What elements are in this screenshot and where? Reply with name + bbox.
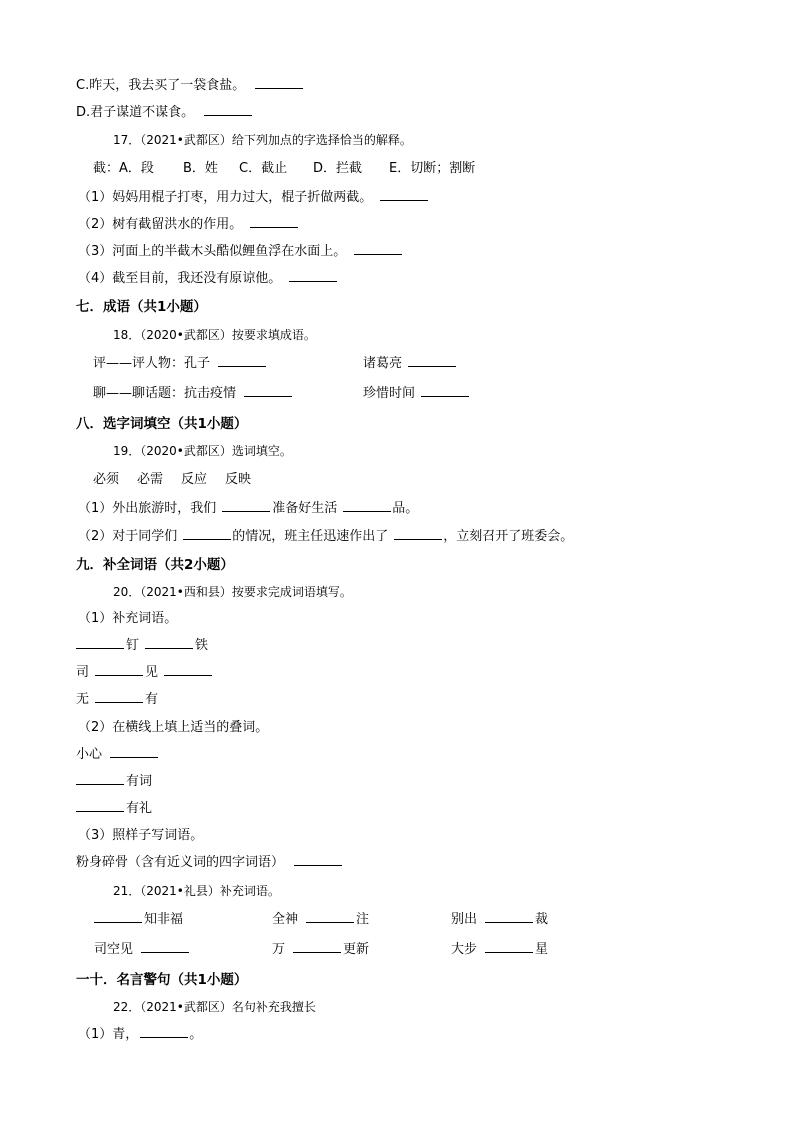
answer-blank[interactable] <box>306 921 354 923</box>
option-d-line <box>76 105 254 121</box>
answer-blank[interactable] <box>95 701 143 703</box>
section-8-heading: 八．选字词填空（共1小题） <box>76 416 248 432</box>
item-text: 司 <box>76 665 90 680</box>
question-20-word-2 <box>76 665 214 681</box>
question-21-word-d <box>94 942 191 958</box>
question-19-item-1 <box>78 501 418 517</box>
question-22-item-1 <box>78 1027 202 1043</box>
question-21-word-a <box>94 912 183 928</box>
answer-blank[interactable] <box>289 280 337 282</box>
answer-blank[interactable] <box>94 921 142 923</box>
answer-blank[interactable] <box>218 365 266 367</box>
option-d-text: D.君子谋道不谋食。 <box>76 105 195 120</box>
answer-blank[interactable] <box>394 538 442 540</box>
item-text: 品。 <box>392 501 419 516</box>
item-text: 见 <box>145 665 159 680</box>
item-text: 大步 <box>451 942 478 957</box>
answer-blank[interactable] <box>408 365 456 367</box>
option-a: 截：A．段 <box>93 161 154 176</box>
question-17-options <box>93 161 475 177</box>
item-text: 知非福 <box>144 912 184 927</box>
option-e: E．切断；割断 <box>389 161 476 176</box>
item-text: ，立刻召开了班委会。 <box>443 529 574 544</box>
answer-blank[interactable] <box>485 951 533 953</box>
word-option: 必需 <box>137 472 164 487</box>
item-text: （1）妈妈用棍子打枣，用力过大，棍子折做两截。 <box>78 190 373 205</box>
question-18-row-1b <box>363 356 458 372</box>
word-option: 必须 <box>93 472 120 487</box>
question-20-example <box>76 855 344 871</box>
answer-blank[interactable] <box>354 253 402 255</box>
item-text: 裁 <box>535 912 549 927</box>
option-b: B．姓 <box>183 161 218 176</box>
item-text: 粉身碎骨（含有近义词的四字词语） <box>76 855 285 870</box>
item-text: 星 <box>535 942 549 957</box>
question-20-word-1 <box>76 638 208 654</box>
question-18-row-1a <box>93 356 268 372</box>
question-20-part-1: （1）补充词语。 <box>78 611 178 626</box>
item-text: 有 <box>145 692 159 707</box>
item-text: 万 <box>272 942 286 957</box>
item-text: 的情况，班主任迅速作出了 <box>232 529 389 544</box>
option-d: D．拦截 <box>313 161 363 176</box>
question-21-title: 21．（2021•礼县）补充词语。 <box>113 884 280 898</box>
item-text: 诸葛亮 <box>363 356 403 371</box>
item-text: 别出 <box>451 912 478 927</box>
item-text: （3）河面上的半截木头酷似鲤鱼浮在水面上。 <box>78 244 347 259</box>
answer-blank[interactable] <box>380 199 428 201</box>
answer-blank[interactable] <box>145 647 193 649</box>
answer-blank[interactable] <box>76 783 124 785</box>
item-text: 评——评人物：孔子 <box>93 356 211 371</box>
item-text: 注 <box>356 912 370 927</box>
question-21-word-f <box>451 942 548 958</box>
question-18-row-2b <box>363 386 471 402</box>
question-17-title: 17．（2021•武都区）给下列加点的字选择恰当的解释。 <box>113 133 412 147</box>
question-20-reduplicate-2 <box>76 774 152 790</box>
word-option: 反应 <box>181 472 208 487</box>
answer-blank[interactable] <box>485 921 533 923</box>
item-text: 有词 <box>126 774 153 789</box>
item-text: 珍惜时间 <box>363 386 416 401</box>
answer-blank[interactable] <box>110 756 158 758</box>
item-text: （2）树有截留洪水的作用。 <box>78 217 243 232</box>
item-text: （4）截至目前，我还没有原谅他。 <box>78 271 282 286</box>
question-20-reduplicate-1 <box>76 747 160 763</box>
question-17-item-4 <box>78 271 339 287</box>
word-option: 反映 <box>225 472 252 487</box>
section-10-heading: 一十．名言警句（共1小题） <box>76 972 248 988</box>
answer-blank[interactable] <box>95 674 143 676</box>
answer-blank[interactable] <box>244 395 292 397</box>
item-text: 司空见 <box>94 942 134 957</box>
item-text: （2）对于同学们 <box>78 529 178 544</box>
question-19-title: 19．（2020•武都区）选词填空。 <box>113 444 292 458</box>
item-text: 钉 <box>126 638 140 653</box>
question-20-word-3 <box>76 692 158 708</box>
item-text: 小心 <box>76 747 103 762</box>
question-17-item-2 <box>78 217 300 233</box>
question-21-word-c <box>451 912 548 928</box>
answer-blank[interactable] <box>141 951 189 953</box>
section-7-heading: 七．成语（共1小题） <box>76 299 207 315</box>
answer-blank[interactable] <box>76 810 124 812</box>
item-text: 铁 <box>195 638 209 653</box>
answer-blank[interactable] <box>76 647 124 649</box>
answer-blank[interactable] <box>140 1036 188 1038</box>
item-text: 无 <box>76 692 90 707</box>
section-9-heading: 九．补全词语（共2小题） <box>76 557 234 573</box>
item-text: 准备好生活 <box>272 501 338 516</box>
question-22-title: 22．（2021•武都区）名句补充我擅长 <box>113 1000 316 1014</box>
question-18-row-2a <box>93 386 294 402</box>
item-text: （1）青， <box>78 1027 139 1042</box>
item-text: 更新 <box>343 942 370 957</box>
question-20-reduplicate-3 <box>76 801 152 817</box>
question-17-item-1 <box>78 190 430 206</box>
option-c: C．截止 <box>239 161 288 176</box>
question-21-word-e <box>272 942 369 958</box>
answer-blank[interactable] <box>222 510 270 512</box>
item-text: 聊——聊话题：抗击疫情 <box>93 386 237 401</box>
answer-blank[interactable] <box>255 87 303 89</box>
question-20-title: 20．（2021•西和县）按要求完成词语填写。 <box>113 585 352 599</box>
question-17-item-3 <box>78 244 404 260</box>
question-20-part-3: （3）照样子写词语。 <box>78 828 204 843</box>
answer-blank[interactable] <box>164 674 212 676</box>
answer-blank[interactable] <box>343 510 391 512</box>
answer-blank[interactable] <box>421 395 469 397</box>
item-text: 。 <box>189 1027 203 1042</box>
question-20-part-2: （2）在横线上填上适当的叠词。 <box>78 720 269 735</box>
question-19-word-bank <box>93 472 251 488</box>
item-text: （1）外出旅游时，我们 <box>78 501 217 516</box>
question-19-item-2 <box>78 529 573 545</box>
item-text: 有礼 <box>126 801 153 816</box>
item-text: 全神 <box>272 912 299 927</box>
answer-blank[interactable] <box>293 951 341 953</box>
answer-blank[interactable] <box>294 864 342 866</box>
answer-blank[interactable] <box>204 114 252 116</box>
answer-blank[interactable] <box>250 226 298 228</box>
question-18-title: 18．（2020•武都区）按要求填成语。 <box>113 328 316 342</box>
answer-blank[interactable] <box>183 538 231 540</box>
question-21-word-b <box>272 912 369 928</box>
option-c-text: C.昨天，我去买了一袋食盐。 <box>76 78 246 93</box>
option-c-line <box>76 78 305 94</box>
